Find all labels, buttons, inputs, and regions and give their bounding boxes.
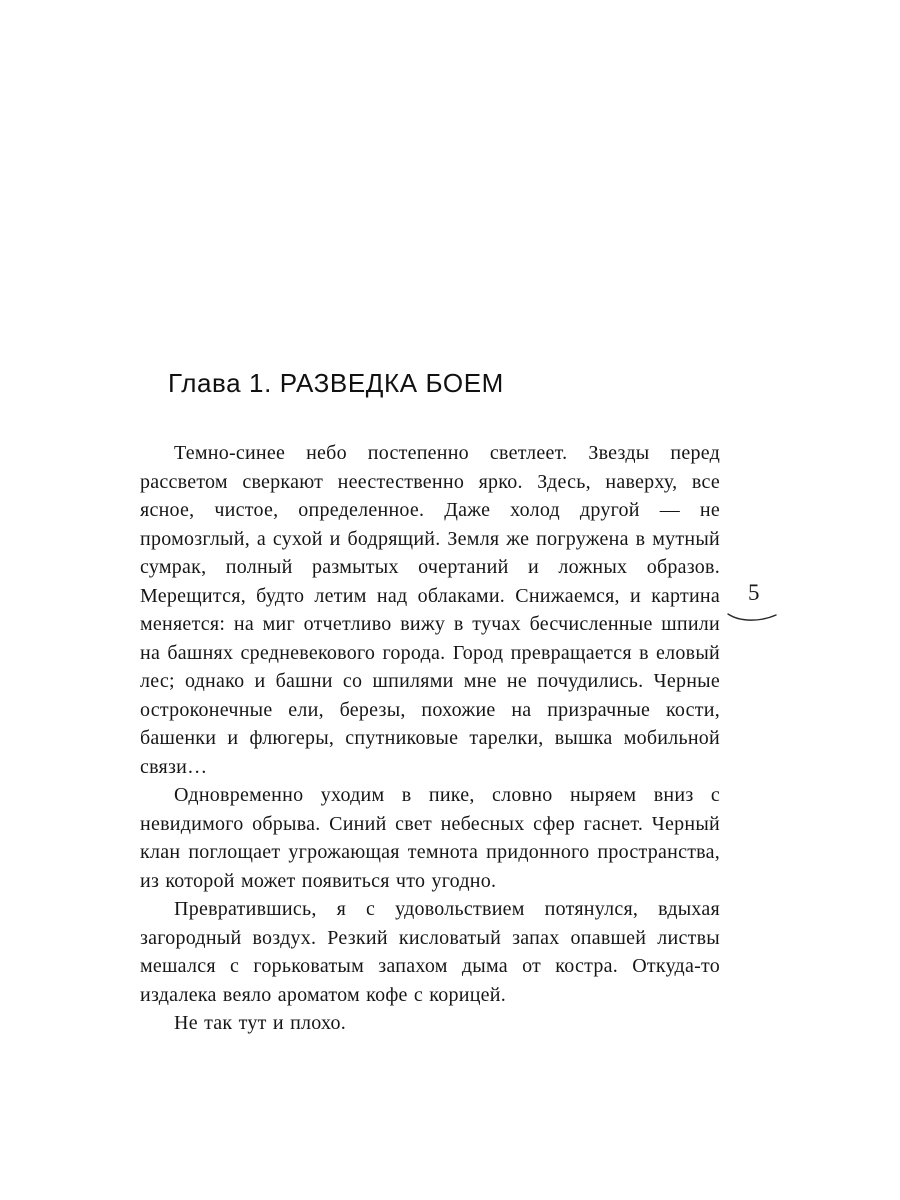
chapter-title: Глава 1. РАЗВЕДКА БОЕМ	[168, 368, 504, 398]
text-block	[140, 368, 720, 1038]
body-paragraph: Превратившись, я с удовольствием потянулся, вдыхая загородный воздух. Резкий кисловатый запах опавшей листвы мешался с горьковатым запахом дыма от костра. Откуда-то издалека веяло ароматом кофе с корицей.	[140, 898, 720, 1006]
body-paragraph: Не так тут и плохо.	[174, 1012, 346, 1034]
page-number: 5	[748, 580, 760, 605]
page-number-container	[726, 580, 786, 624]
page-number-flourish-icon	[726, 610, 778, 624]
body-paragraph: Одновременно уходим в пике, словно ныряем вниз с невидимого обрыва. Синий свет небесных сфер гаснет. Черный клан поглощает угрожающая темнота придонного пространства, из которой может появиться что угодно.	[140, 784, 720, 892]
body-text	[140, 439, 720, 1038]
body-paragraph: Темно-синее небо постепенно светлеет. Звезды перед рассветом сверкают неестественно ярко. Здесь, наверху, все ясное, чистое, определенное. Даже холод другой — не промозглый, а сухой и бодрящий. Земля же погружена в мутный сумрак, полный размытых очертаний и ложных образов. Мерещится, будто летим над облаками. Снижаемся, и картина меняется: на миг отчетливо вижу в тучах бесчисленные шпили на башнях средневекового города. Город превращается в еловый лес; однако и башни со шпилями мне не почудились. Черные остроконечные ели, березы, похожие на призрачные кости, башенки и флюгеры, спутниковые тарелки, вышка мобильной связи…	[140, 442, 720, 778]
